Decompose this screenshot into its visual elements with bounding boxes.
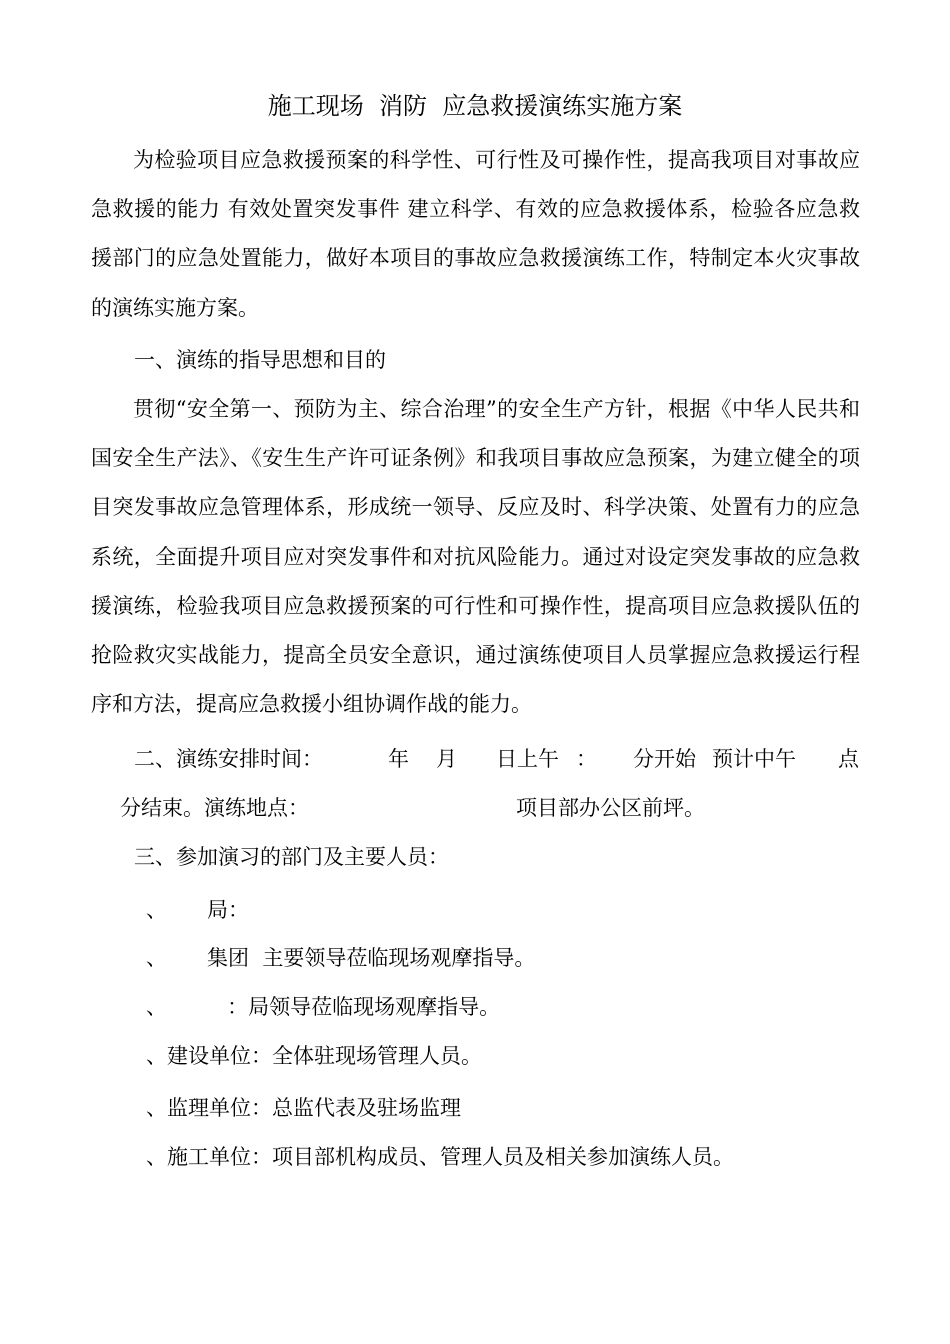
participant-item: 、 局： [146, 898, 250, 922]
section1-heading: 一、演练的指导思想和目的 [134, 348, 386, 372]
section3-heading: 三、参加演习的部门及主要人员： [134, 845, 449, 869]
participant-item: 、施工单位：项目部机构成员、管理人员及相关参加演练人员。 [146, 1145, 734, 1169]
participant-item: 、 ：局领导莅临现场观摩指导。 [146, 995, 501, 1019]
document-title: 施工现场 消防 应急救援演练实施方案 [267, 92, 683, 120]
location-label: 项目部办公区前坪。 [516, 796, 705, 820]
participant-item: 、 集团 主要领导莅临现场观摩指导。 [146, 946, 536, 970]
intro-paragraph: 为检验项目应急救援预案的科学性、可行性及可操作性，提高我项目对事故应急救援的能力 有效处置突发事件 建立科学、有效的应急救援体系，检验各应急救援部门的应急处置能力，做好本项目的事故应急救援演练工作，特制定本火灾事故的演练实施方案。 [91, 148, 860, 320]
start-label: 分开始 [633, 747, 696, 771]
expected-label: 预计中午 [712, 747, 796, 771]
year-label: 年 [388, 747, 409, 771]
day-label: 日上午 [496, 747, 559, 771]
point-label: 点 [838, 747, 859, 771]
month-label: 月 [436, 747, 457, 771]
end-label: 分结束。演练地点： [120, 796, 309, 820]
participant-item: 、监理单位：总监代表及驻场监理 [146, 1096, 461, 1120]
section1-body: 贯彻“安全第一、预防为主、综合治理”的安全生产方针，根据《中华人民共和国安全生产法》、《安生生产许可证条例》和我项目事故应急预案，为建立健全的项目突发事故应急管理体系，形成统一领导、反应及时、科学决策、处置有力的应急系统，全面提升项目应对突发事件和对抗风险能力。通过对设定突发事故的应急救援演练，检验我项目应急救援预案的可行性和可操作性，提高项目应急救援队伍的抢险救灾实战能力，提高全员安全意识，通过演练使项目人员掌握应急救援运行程序和方法，提高应急救援小组协调作战的能力。 [91, 397, 860, 717]
section2-label: 二、演练安排时间： [134, 747, 323, 771]
participant-item: 、建设单位：全体驻现场管理人员。 [146, 1044, 482, 1068]
time-colon: ： [576, 747, 597, 771]
